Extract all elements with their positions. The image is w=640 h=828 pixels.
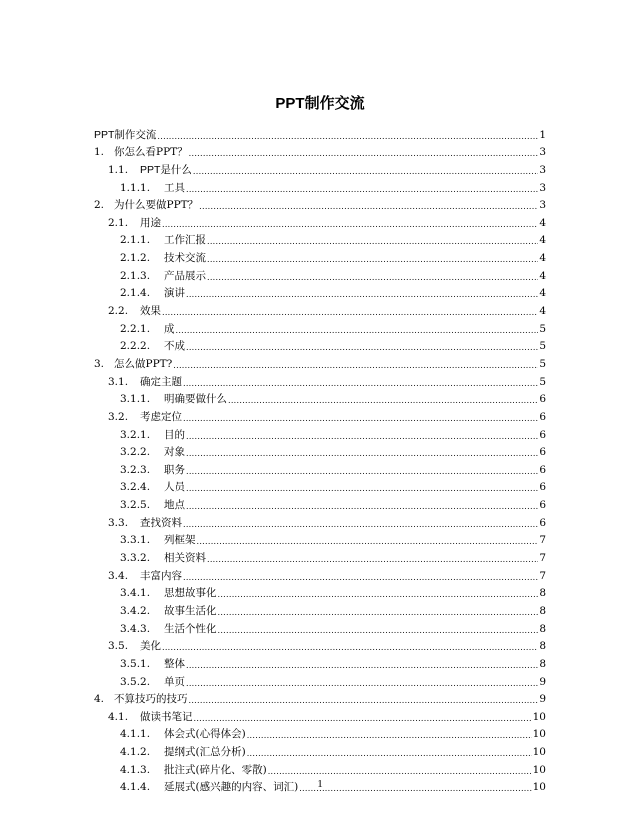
toc-entry-number: 3.4.3.	[120, 622, 151, 635]
toc-entry-title: 做读书笔记	[140, 710, 193, 723]
toc-dot-leader	[247, 749, 532, 759]
toc-dot-leader	[207, 237, 538, 247]
toc-entry-page: 6	[539, 410, 546, 423]
toc-entry-title: 地点	[164, 499, 185, 512]
toc-dot-leader	[218, 626, 539, 636]
toc-entry-number: 2.1.3.	[120, 269, 151, 282]
toc-entry[interactable]	[94, 142, 546, 160]
toc-dot-leader	[189, 149, 539, 159]
toc-dot-leader	[207, 555, 538, 565]
toc-entry-number: 1.1.1.	[120, 181, 151, 194]
toc-entry-title: 用途	[140, 216, 161, 229]
toc-entry[interactable]	[94, 512, 546, 530]
toc-entry-number: 4.1.3.	[120, 763, 151, 776]
toc-entry-number: 2.	[94, 199, 105, 212]
toc-entry[interactable]	[94, 600, 546, 618]
toc-entry-number: 2.2.2.	[120, 340, 151, 353]
toc-dot-leader	[162, 220, 538, 230]
toc-dot-leader	[218, 590, 539, 600]
toc-entry-number: 3.2.4.	[120, 481, 151, 494]
toc-entry-number: 4.1.	[108, 710, 129, 723]
toc-entry-title: 确定主题	[140, 375, 182, 388]
toc-dot-leader	[186, 185, 538, 195]
toc-dot-leader	[207, 255, 538, 265]
toc-dot-leader	[193, 167, 538, 177]
toc-entry[interactable]	[94, 265, 546, 283]
toc-dot-leader	[186, 432, 538, 442]
toc-dot-leader	[173, 361, 538, 371]
toc-entry-title: 故事生活化	[164, 604, 217, 617]
toc-entry-title: 效果	[140, 305, 161, 318]
toc-entry[interactable]	[94, 389, 546, 407]
toc-entry[interactable]	[94, 371, 546, 389]
table-of-contents	[94, 124, 546, 794]
toc-dot-leader	[207, 273, 538, 283]
toc-entry-number: 3.1.	[108, 375, 129, 388]
toc-entry-number: 3.2.2.	[120, 446, 151, 459]
toc-entry[interactable]	[94, 159, 546, 177]
toc-entry-page: 10	[532, 763, 546, 776]
toc-entry-number: 3.3.	[108, 516, 129, 529]
toc-dot-leader	[183, 573, 538, 583]
toc-entry-page: 7	[539, 569, 546, 582]
toc-dot-leader	[157, 132, 538, 142]
toc-entry[interactable]	[94, 177, 546, 195]
toc-entry-page: 9	[539, 675, 546, 688]
toc-entry[interactable]	[94, 759, 546, 777]
toc-entry-page: 8	[539, 657, 546, 670]
toc-entry-number: 2.1.4.	[120, 287, 151, 300]
toc-entry-number: 3.4.2.	[120, 604, 151, 617]
toc-entry-page: 6	[539, 516, 546, 529]
toc-entry-number: 3.3.1.	[120, 534, 151, 547]
toc-entry-title: 你怎么看PPT？	[114, 146, 188, 159]
toc-dot-leader	[186, 661, 538, 671]
toc-entry[interactable]	[94, 124, 546, 142]
toc-entry[interactable]	[94, 424, 546, 442]
toc-entry-title: 美化	[140, 640, 161, 653]
toc-entry-page: 4	[539, 252, 546, 265]
toc-entry-title: 生活个性化	[164, 622, 217, 635]
toc-entry[interactable]	[94, 318, 546, 336]
toc-entry[interactable]	[94, 247, 546, 265]
toc-entry-title: 为什么要做PPT？	[114, 199, 199, 212]
toc-entry[interactable]	[94, 283, 546, 301]
toc-entry[interactable]	[94, 442, 546, 460]
toc-entry-title: 对象	[164, 446, 185, 459]
toc-entry-page: 5	[539, 357, 546, 370]
toc-entry-page: 10	[532, 728, 546, 741]
toc-entry-title: 列框架	[164, 534, 196, 547]
toc-dot-leader	[186, 343, 538, 353]
toc-entry[interactable]	[94, 724, 546, 742]
toc-entry-title: 明确要做什么	[164, 393, 227, 406]
toc-entry-page: 4	[539, 287, 546, 300]
toc-entry-number: 1.1.	[108, 163, 129, 176]
toc-entry-page: 6	[539, 393, 546, 406]
toc-entry-title: 产品展示	[164, 269, 206, 282]
toc-dot-leader	[183, 414, 538, 424]
toc-entry-page: 3	[539, 163, 546, 176]
toc-entry-title: PPT制作交流	[94, 128, 157, 141]
toc-entry-page: 4	[539, 305, 546, 318]
toc-entry-number: 1.	[94, 146, 105, 159]
toc-entry-title: 演讲	[164, 287, 185, 300]
toc-dot-leader	[194, 714, 532, 724]
toc-dot-leader	[186, 502, 538, 512]
toc-entry-title: 相关资料	[164, 552, 206, 565]
toc-entry[interactable]	[94, 706, 546, 724]
toc-entry-number: 3.2.	[108, 410, 129, 423]
toc-entry-number: 4.1.2.	[120, 746, 151, 759]
toc-dot-leader	[186, 467, 538, 477]
toc-entry-page: 3	[539, 199, 546, 212]
toc-entry-number: 4.	[94, 693, 105, 706]
toc-entry-title: 人员	[164, 481, 185, 494]
toc-entry[interactable]	[94, 459, 546, 477]
toc-entry-page: 4	[539, 269, 546, 282]
page-title: PPT制作交流	[275, 95, 365, 112]
toc-entry-number: 3.2.1.	[120, 428, 151, 441]
toc-entry-title: 考虑定位	[140, 410, 182, 423]
toc-entry-page: 8	[539, 622, 546, 635]
toc-entry[interactable]	[94, 671, 546, 689]
toc-entry-number: 3.4.1.	[120, 587, 151, 600]
toc-entry[interactable]	[94, 565, 546, 583]
toc-entry-page: 6	[539, 446, 546, 459]
toc-entry-page: 10	[532, 746, 546, 759]
toc-dot-leader	[189, 696, 539, 706]
toc-dot-leader	[186, 449, 538, 459]
toc-entry[interactable]	[94, 636, 546, 654]
toc-entry[interactable]	[94, 477, 546, 495]
toc-entry-page: 7	[539, 552, 546, 565]
toc-entry-number: 3.2.3.	[120, 463, 151, 476]
toc-entry[interactable]	[94, 530, 546, 548]
toc-entry-title: 工具	[164, 181, 185, 194]
toc-entry-number: 3.1.1.	[120, 393, 151, 406]
toc-entry-page: 5	[539, 322, 546, 335]
toc-entry-title: 怎么做PPT?	[114, 357, 173, 370]
toc-entry-page: 8	[539, 604, 546, 617]
toc-entry-title: 整体	[164, 657, 185, 670]
toc-entry[interactable]	[94, 353, 546, 371]
toc-dot-leader	[218, 608, 539, 618]
toc-entry-number: 3.5.2.	[120, 675, 151, 688]
toc-entry-page: 5	[539, 340, 546, 353]
toc-entry-page: 1	[539, 128, 546, 141]
toc-entry-title: 目的	[164, 428, 185, 441]
toc-entry-number: 2.1.	[108, 216, 129, 229]
toc-entry-page: 10	[532, 710, 546, 723]
toc-entry-number: 3.4.	[108, 569, 129, 582]
toc-entry-title: 不算技巧的技巧	[114, 693, 188, 706]
toc-entry-page: 8	[539, 587, 546, 600]
toc-entry-title: 延展式(感兴趣的内容、词汇)	[164, 781, 299, 794]
toc-entry-page: 3	[539, 146, 546, 159]
toc-entry[interactable]	[94, 689, 546, 707]
toc-entry[interactable]	[94, 300, 546, 318]
toc-dot-leader	[186, 484, 538, 494]
toc-dot-leader	[228, 396, 538, 406]
toc-entry-number: 4.1.1.	[120, 728, 151, 741]
toc-entry[interactable]	[94, 583, 546, 601]
toc-entry-title: 提纲式(汇总分析)	[164, 746, 246, 759]
toc-entry-page: 6	[539, 463, 546, 476]
toc-entry[interactable]	[94, 494, 546, 512]
toc-entry-title: 技术交流	[164, 252, 206, 265]
toc-entry-title: 思想故事化	[164, 587, 217, 600]
toc-entry[interactable]	[94, 547, 546, 565]
toc-entry-page: 6	[539, 481, 546, 494]
toc-dot-leader	[162, 643, 538, 653]
toc-entry-number: 3.3.2.	[120, 552, 151, 565]
toc-entry-page: 8	[539, 640, 546, 653]
toc-entry[interactable]	[94, 741, 546, 759]
toc-dot-leader	[176, 326, 539, 336]
page-number: 1	[317, 778, 323, 790]
toc-dot-leader	[197, 537, 539, 547]
toc-entry-number: 3.2.5.	[120, 499, 151, 512]
toc-entry[interactable]	[94, 653, 546, 671]
toc-entry-number: 4.1.4.	[120, 781, 151, 794]
toc-entry-number: 2.2.	[108, 305, 129, 318]
toc-entry-number: 3.5.	[108, 640, 129, 653]
toc-entry-page: 6	[539, 499, 546, 512]
toc-entry-number: 2.2.1.	[120, 322, 151, 335]
toc-entry-number: 3.5.1.	[120, 657, 151, 670]
toc-entry-title: 丰富内容	[140, 569, 182, 582]
toc-entry-title: 体会式(心得体会)	[164, 728, 246, 741]
toc-entry[interactable]	[94, 195, 546, 213]
toc-dot-leader	[247, 731, 532, 741]
toc-entry-page: 10	[532, 781, 546, 794]
toc-entry-title: 单页	[164, 675, 185, 688]
toc-entry-page: 4	[539, 234, 546, 247]
toc-dot-leader	[183, 379, 538, 389]
toc-entry-title: 批注式(碎片化、零散)	[164, 763, 267, 776]
toc-entry-number: 2.1.2.	[120, 252, 151, 265]
toc-entry[interactable]	[94, 406, 546, 424]
toc-entry-number: 3.	[94, 357, 105, 370]
toc-entry-title: 不成	[164, 340, 185, 353]
toc-entry-page: 5	[539, 375, 546, 388]
toc-dot-leader	[186, 679, 538, 689]
toc-entry-title: 职务	[164, 463, 185, 476]
toc-entry-title: 工作汇报	[164, 234, 206, 247]
toc-entry-title: 查找资料	[140, 516, 182, 529]
toc-dot-leader	[186, 290, 538, 300]
toc-dot-leader	[162, 308, 538, 318]
toc-entry-page: 9	[539, 693, 546, 706]
toc-entry-page: 4	[539, 216, 546, 229]
toc-entry[interactable]	[94, 212, 546, 230]
toc-entry[interactable]	[94, 336, 546, 354]
toc-entry-page: 6	[539, 428, 546, 441]
toc-entry-number: 2.1.1.	[120, 234, 151, 247]
toc-entry-title: 成	[164, 322, 175, 335]
toc-entry-page: 7	[539, 534, 546, 547]
toc-entry-page: 3	[539, 181, 546, 194]
toc-entry[interactable]	[94, 618, 546, 636]
toc-entry[interactable]	[94, 230, 546, 248]
toc-entry-title: PPT是什么	[140, 163, 192, 176]
toc-dot-leader	[183, 520, 538, 530]
toc-dot-leader	[268, 767, 532, 777]
toc-dot-leader	[199, 202, 538, 212]
